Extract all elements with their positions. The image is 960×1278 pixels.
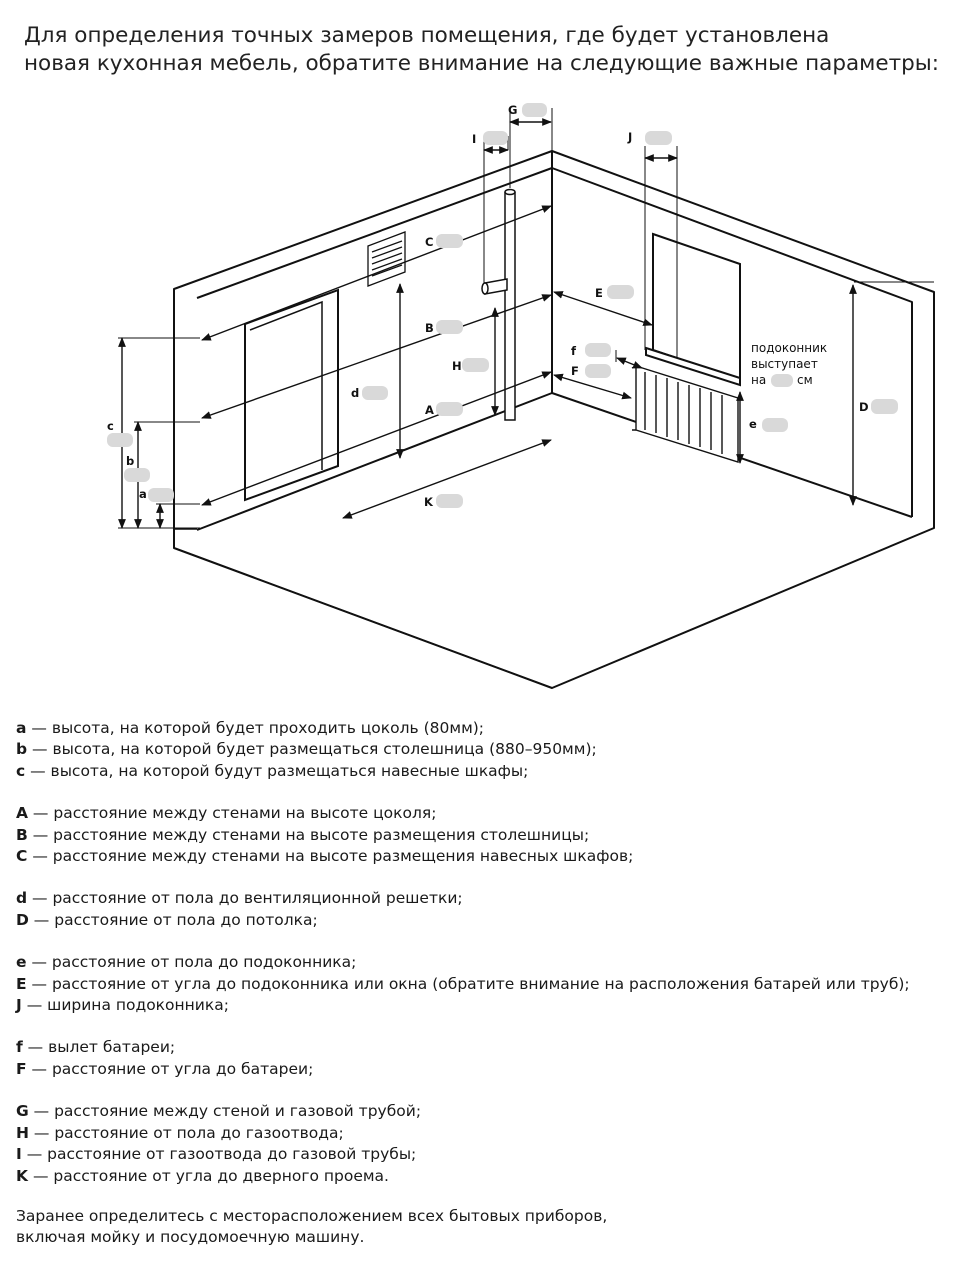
legend-text: — расстояние между стенами на высоте размещения навесных шкафов; [27, 847, 634, 866]
label-A: A [425, 403, 434, 417]
legend-key: K [16, 1166, 29, 1185]
legend-row [16, 952, 951, 973]
legend-text: — расстояние между стенами на высоте размещения столешницы; [27, 825, 590, 844]
legend-text: — расстояние от пола до потолка; [28, 910, 318, 929]
value-box-b [124, 468, 150, 482]
value-box-f [585, 343, 611, 357]
legend-row [16, 974, 951, 995]
radiator [632, 366, 738, 462]
legend-key: A [16, 804, 28, 823]
label-e: e [749, 417, 757, 431]
legend-row [16, 846, 951, 867]
legend-text: — высота, на которой будут размещаться навесные шкафы; [25, 761, 529, 780]
dim-line-f [617, 358, 642, 368]
legend-key: D [16, 910, 29, 929]
legend-key: c [16, 761, 26, 780]
room-outline [174, 151, 934, 688]
legend-text: — расстояние от пола до газоотвода; [28, 1123, 344, 1142]
legend-key: F [16, 1059, 27, 1078]
label-K: K [424, 495, 433, 509]
legend-text: — расстояние между стенами на высоте цоколя; [28, 804, 437, 823]
legend-group [16, 1101, 951, 1187]
legend-key: H [16, 1123, 29, 1142]
value-box-I [483, 131, 508, 145]
legend-key: B [16, 825, 28, 844]
legend-row [16, 1123, 951, 1144]
legend-key: C [16, 847, 28, 866]
legend-key: E [16, 974, 27, 993]
legend-row [16, 718, 951, 739]
value-box-E [607, 285, 634, 299]
label-C: C [425, 235, 434, 249]
label-a: a [139, 487, 147, 501]
label-f: f [571, 344, 577, 358]
legend-group [16, 952, 951, 1016]
legend-text: — расстояние от газоотвода до газовой трубы; [21, 1145, 417, 1164]
legend-row [16, 1059, 951, 1080]
value-box-a [148, 488, 174, 502]
room-diagram [0, 90, 960, 690]
dim-line-E [554, 292, 652, 325]
legend-row [16, 888, 951, 909]
legend-group [16, 1037, 951, 1080]
legend-group [16, 803, 951, 867]
label-c: c [107, 419, 114, 433]
value-box-c [107, 433, 133, 447]
page-heading [24, 22, 944, 78]
legend-row [16, 995, 951, 1016]
door-frame [245, 290, 338, 500]
gas-pipe [482, 190, 515, 421]
legend-text: — расстояние между стеной и газовой трубой; [28, 1102, 422, 1121]
footer-note [16, 1206, 951, 1249]
sill-note-suffix: см [797, 373, 813, 387]
legend-row [16, 803, 951, 824]
value-box-H [462, 358, 489, 372]
value-box-B [436, 320, 463, 334]
legend-text: — высота, на которой будет размещаться столешница (880–950мм); [27, 740, 597, 759]
legend-text: — ширина подоконника; [21, 996, 229, 1015]
legend-row [16, 910, 951, 931]
label-D: D [859, 400, 869, 414]
legend [16, 718, 951, 1208]
value-box-e [762, 418, 788, 432]
legend-text: — расстояние от угла до подоконника или окна (обратите внимание на расположения батарей или труб); [26, 974, 910, 993]
label-I: I [472, 132, 477, 146]
legend-row [16, 761, 951, 782]
legend-row [16, 825, 951, 846]
footer-line-2: включая мойку и посудомоечную машину. [16, 1228, 365, 1247]
label-E: E [595, 286, 603, 300]
value-box-J [645, 131, 672, 145]
window [646, 234, 740, 385]
legend-row [16, 739, 951, 760]
label-J: J [628, 130, 633, 144]
legend-key: e [16, 953, 27, 972]
legend-key: G [16, 1102, 29, 1121]
legend-text: — вылет батареи; [22, 1038, 176, 1057]
sill-note-line-2: выступает [751, 357, 818, 371]
legend-key: b [16, 740, 28, 759]
label-H: H [452, 359, 462, 373]
legend-row [16, 1037, 951, 1058]
heading-line-1: Для определения точных замеров помещения, где будет установлена [24, 23, 830, 48]
legend-group [16, 718, 951, 782]
value-box-C [436, 234, 463, 248]
value-box-sill [771, 374, 793, 387]
legend-row [16, 1166, 951, 1187]
legend-text: — высота, на которой будет проходить цоколь (80мм); [26, 719, 485, 737]
value-box-A [436, 402, 463, 416]
legend-group [16, 888, 951, 931]
legend-row [16, 1144, 951, 1165]
legend-text: — расстояние от пола до вентиляционной решетки; [27, 889, 463, 908]
sill-note-prefix: на [751, 373, 767, 387]
value-box-K [436, 494, 463, 508]
legend-key: J [16, 996, 22, 1015]
legend-text: — расстояние от угла до батареи; [26, 1059, 314, 1078]
legend-row [16, 1101, 951, 1122]
label-b: b [126, 454, 135, 468]
legend-key: a [16, 719, 27, 737]
value-box-d [362, 386, 388, 400]
label-F: F [571, 364, 579, 378]
left-wall-inner-edge [197, 168, 552, 530]
value-box-G [522, 103, 547, 117]
legend-text: — расстояние от пола до подоконника; [26, 953, 357, 972]
right-wall-inner-edge [552, 168, 912, 517]
sill-note-line-1: подоконник [751, 341, 828, 355]
legend-key: d [16, 889, 28, 908]
label-B: B [425, 321, 434, 335]
label-d: d [351, 386, 360, 400]
footer-line-1: Заранее определитесь с месторасположением всех бытовых приборов, [16, 1207, 608, 1225]
heading-line-2: новая кухонная мебель, обратите внимание на следующие важные параметры: [24, 51, 940, 76]
value-box-D [871, 399, 898, 414]
value-box-F [585, 364, 611, 378]
legend-key: I [16, 1145, 22, 1164]
dim-line-F [554, 375, 631, 398]
legend-text: — расстояние от угла до дверного проема. [28, 1166, 389, 1185]
dim-line-C [202, 206, 551, 340]
vent-grille [368, 232, 405, 286]
legend-key: f [16, 1038, 23, 1057]
label-G: G [508, 103, 518, 117]
